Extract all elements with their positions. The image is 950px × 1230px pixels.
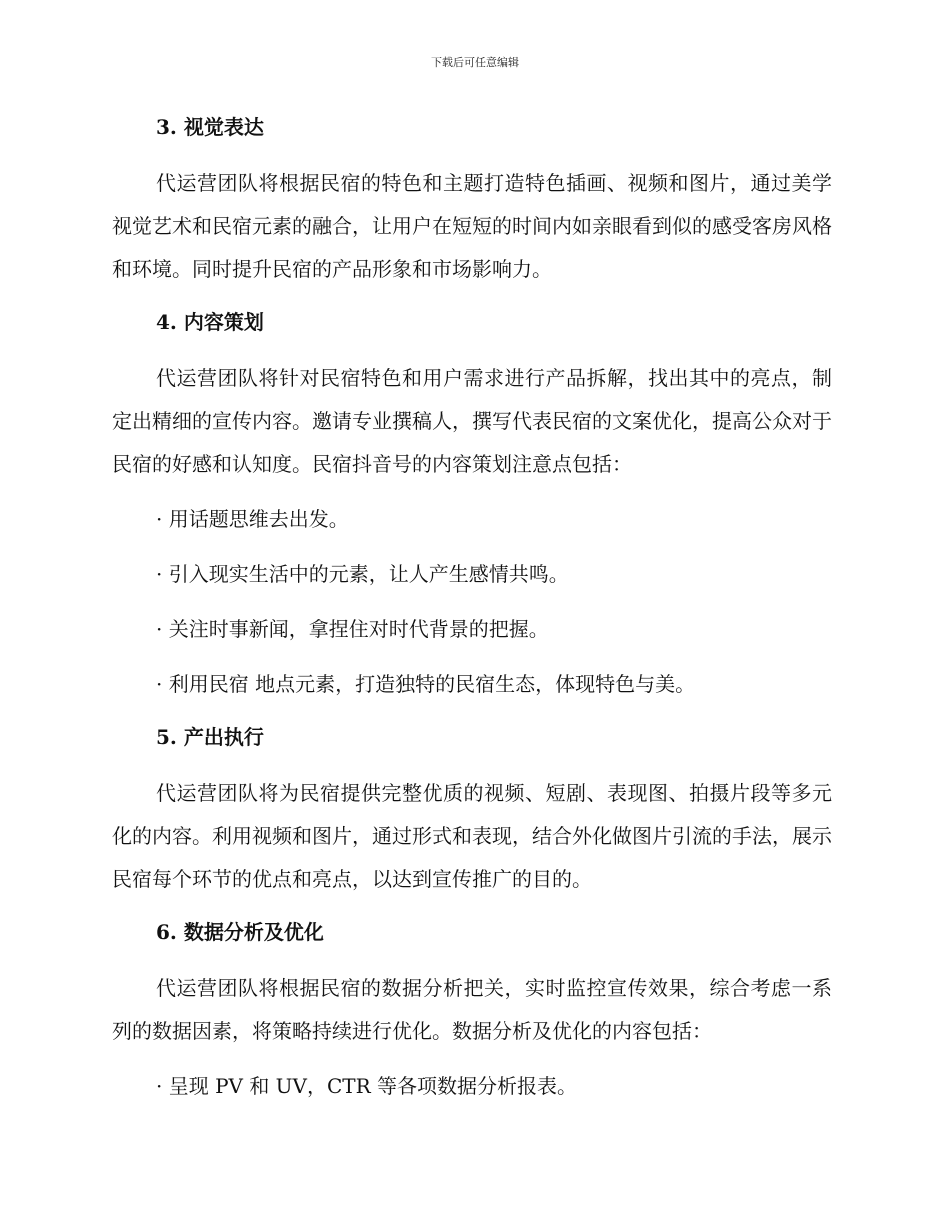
bullet-item: · 引入现实生活中的元素，让人产生感情共鸣。 bbox=[156, 562, 569, 586]
bullet-item: · 利用民宿 地点元素，打造独特的民宿生态，体现特色与美。 bbox=[156, 672, 696, 696]
header-note: 下载后可任意编辑 bbox=[431, 56, 519, 69]
paragraph: 代运营团队将根据民宿的数据分析把关，实时监控宣传效果，综合考虑一系列的数据因素，将策略持续进行优化。数据分析及优化的内容包括： bbox=[112, 976, 832, 1043]
bullet-item: · 呈现 PV 和 UV，CTR 等各项数据分析报表。 bbox=[156, 1074, 578, 1098]
paragraph: 代运营团队将针对民宿特色和用户需求进行产品拆解，找出其中的亮点，制定出精细的宣传内容。邀请专业撰稿人，撰写代表民宿的文案优化，提高公众对于民宿的好感和认知度。民宿抖音号的内容策划注意点包括： bbox=[112, 366, 832, 476]
section-heading-production: 5. 产出执行 bbox=[156, 725, 264, 749]
bullet-item: · 关注时事新闻，拿捏住对时代背景的把握。 bbox=[156, 617, 549, 641]
section-heading-data-analysis: 6. 数据分析及优化 bbox=[156, 920, 324, 944]
section-heading-content-planning: 4. 内容策划 bbox=[156, 310, 264, 334]
paragraph: 代运营团队将根据民宿的特色和主题打造特色插画、视频和图片，通过美学视觉艺术和民宿元素的融合，让用户在短短的时间内如亲眼看到似的感受客房风格和环境。同时提升民宿的产品形象和市场影响力。 bbox=[112, 171, 832, 281]
document-body bbox=[112, 108, 832, 1108]
bullet-item: · 用话题思维去出发。 bbox=[156, 507, 349, 531]
paragraph: 代运营团队将为民宿提供完整优质的视频、短剧、表现图、拍摄片段等多元化的内容。利用视频和图片，通过形式和表现，结合外化做图片引流的手法，展示民宿每个环节的优点和亮点，以达到宣传推广的目的。 bbox=[112, 781, 832, 891]
section-heading-visual-expression: 3. 视觉表达 bbox=[156, 115, 264, 139]
